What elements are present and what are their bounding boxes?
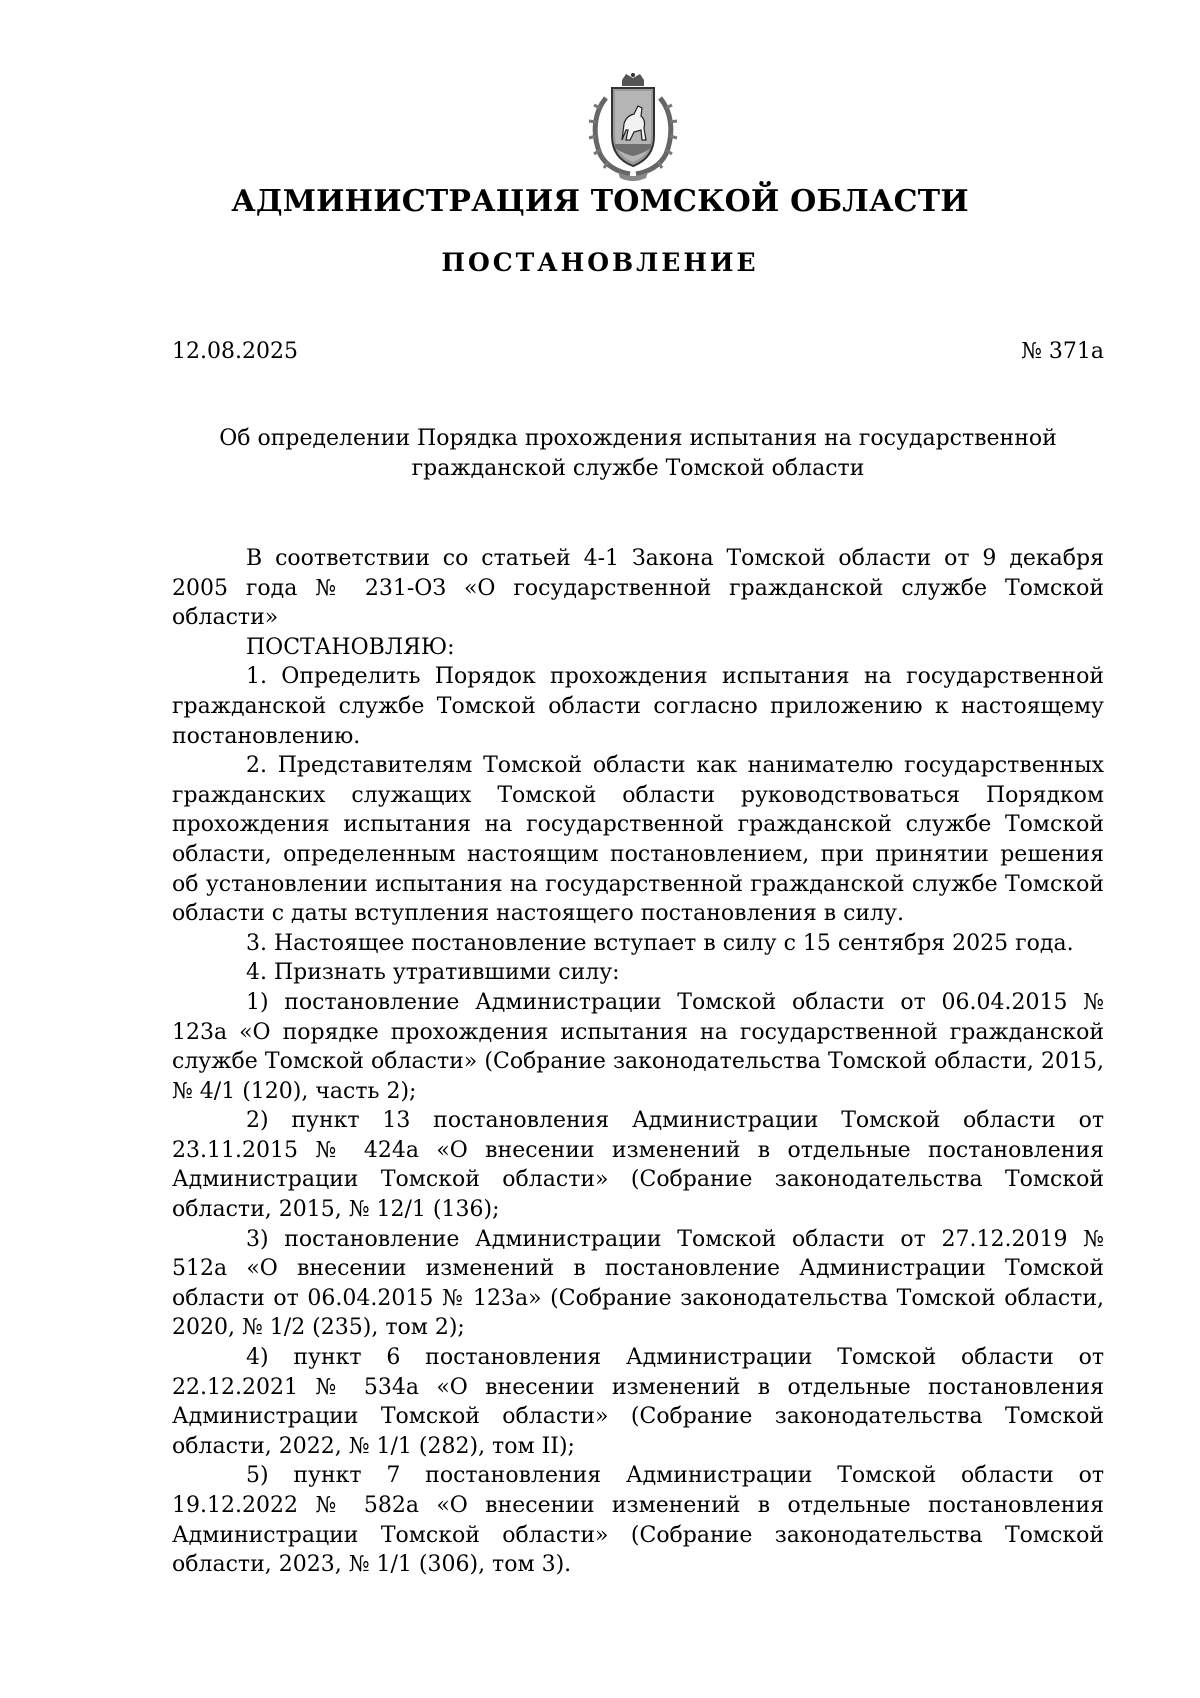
- document-type-title: ПОСТАНОВЛЕНИЕ: [441, 248, 759, 277]
- subitem-paragraph: 3) постановление Администрации Томской области от 27.12.2019 № 512а «О внесении изменений в постановление Администрации Томской области от 06.04.2015 № 123а» (Собрание законодательства Томской области, 2020, № 1/2 (235), том 2);: [172, 1226, 1104, 1341]
- item-paragraph: 4. Признать утратившими силу:: [246, 960, 620, 986]
- subitem-paragraph: 2) пункт 13 постановления Администрации Томской области от 23.11.2015 № 424а «О внесении изменений в отдельные постановления Администрации Томской области» (Собрание законодательства Томской области, 2015, № 12/1 (136);: [172, 1108, 1104, 1223]
- organization-title: АДМИНИСТРАЦИЯ ТОМСКОЙ ОБЛАСТИ: [231, 184, 969, 219]
- document-number: № 371а: [1021, 339, 1104, 364]
- document-date: 12.08.2025: [172, 339, 298, 364]
- decree-line: ПОСТАНОВЛЯЮ:: [246, 634, 455, 660]
- subitem-paragraph: 1) постановление Администрации Томской области от 06.04.2015 № 123а «О порядке прохождения испытания на государственной гражданской службе Томской области» (Собрание законодательства Томской области, 2015, № 4/1 (120), часть 2);: [172, 989, 1104, 1104]
- preamble-paragraph: В соответствии со статьей 4-1 Закона Томской области от 9 декабря 2005 года № 231-ОЗ «О государственной гражданской службе Томской области»: [172, 546, 1104, 631]
- subitem-paragraph: 5) пункт 7 постановления Администрации Томской области от 19.12.2022 № 582а «О внесении изменений в отдельные постановления Администрации Томской области» (Собрание законодательства Томской области, 2023, № 1/1 (306), том 3).: [172, 1463, 1104, 1578]
- subitem-paragraph: 4) пункт 6 постановления Администрации Томской области от 22.12.2021 № 534а «О внесении изменений в отдельные постановления Администрации Томской области» (Собрание законодательства Томской области, 2022, № 1/1 (282), том II);: [172, 1345, 1104, 1459]
- item-paragraph: 2. Представителям Томской области как нанимателю государственных гражданских служащих Томской области руководствоваться Порядком прохождения испытания на государственной гражданской службе Томской области, определенным настоящим постановлением, при принятии решения об установлении испытания на государственной гражданской службе Томской области с даты вступления настоящего постановления в силу.: [172, 753, 1104, 927]
- coat-of-arms-icon: [586, 72, 680, 182]
- item-paragraph: 1. Определить Порядок прохождения испытания на государственной гражданской службе Томской области согласно приложению к настоящему постановлению.: [172, 664, 1104, 749]
- item-paragraph: 3. Настоящее постановление вступает в силу с 15 сентября 2025 года.: [246, 930, 1074, 956]
- document-subject: Об определении Порядка прохождения испытания на государственной гражданской службе Томской области: [219, 426, 1057, 481]
- document-body: [172, 544, 1104, 1580]
